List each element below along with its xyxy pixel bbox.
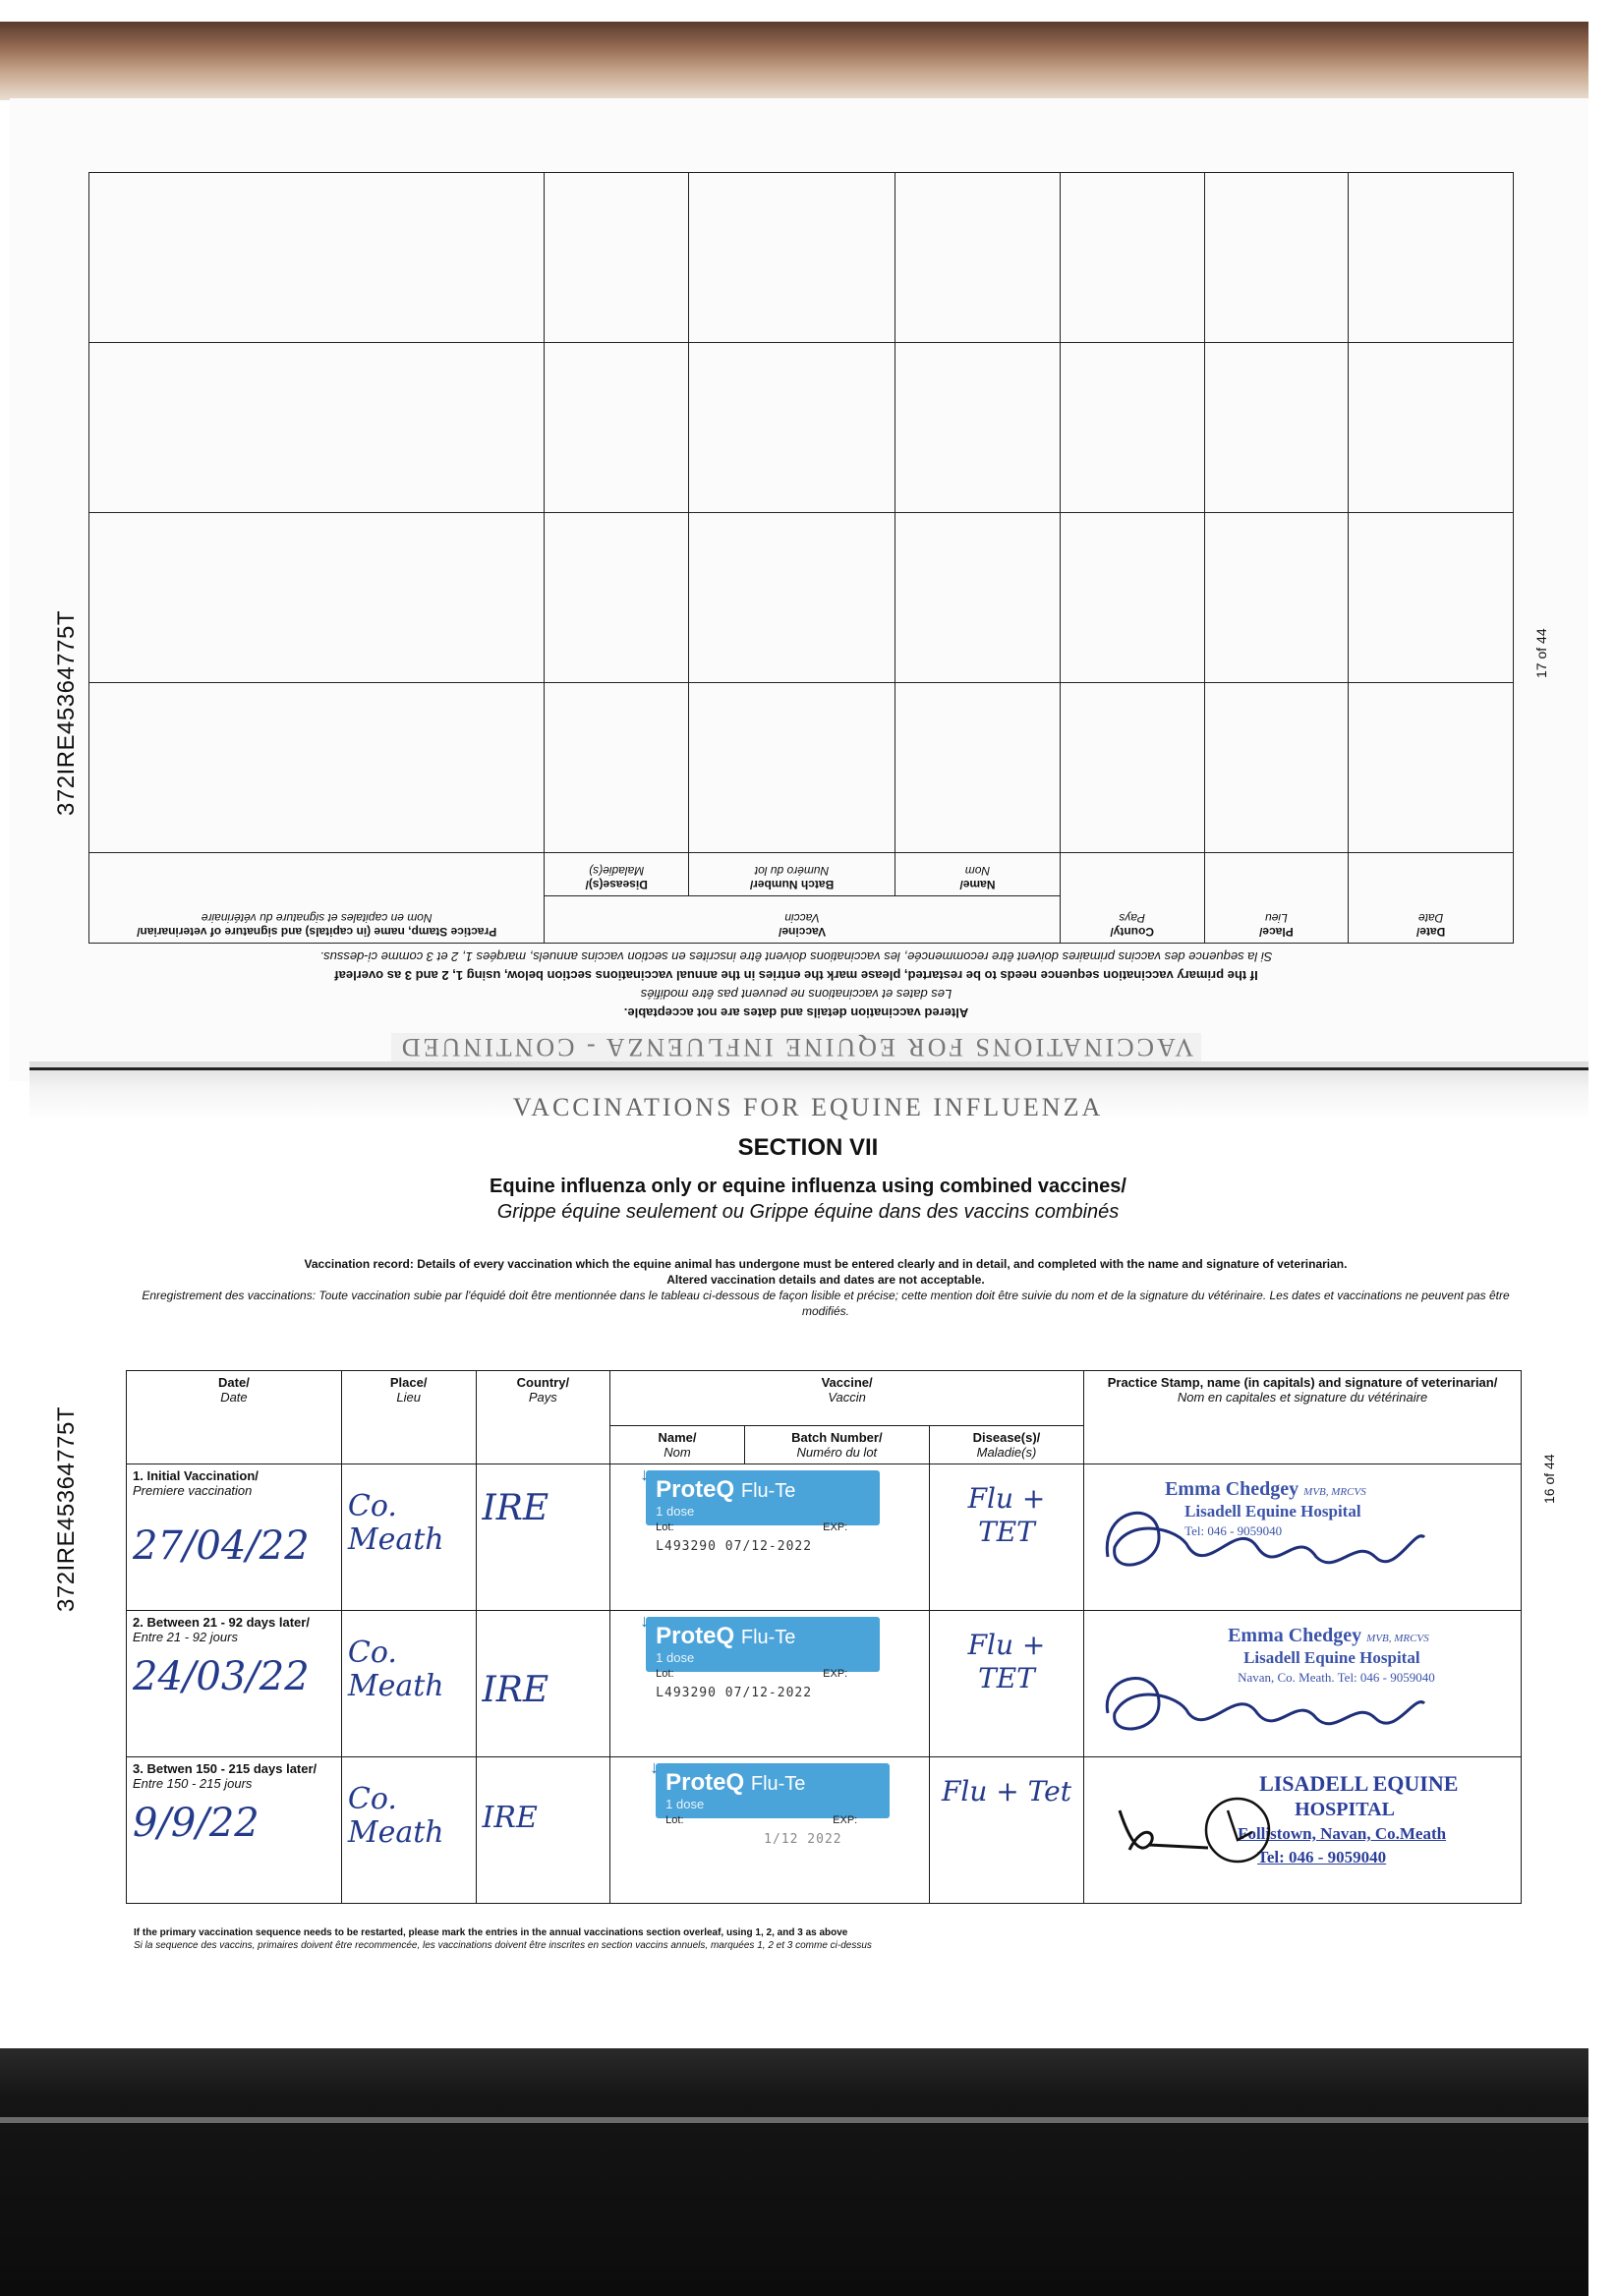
disease-cell [929, 1464, 1083, 1611]
hdr-date: Date/ Date [1349, 853, 1514, 944]
signature [1090, 1615, 1493, 1752]
arrow-down-icon: ↓ [650, 1757, 660, 1777]
hdr-country: Country/ Pays [476, 1371, 610, 1464]
place-cell [341, 1464, 476, 1611]
hdr-vaccine: Vaccine/ Vaccin [610, 1371, 1084, 1426]
vet-stamp: Emma Chedgey MVB, MRCVS Lisadell Equine Hospital Navan, Co. Meath. Tel: 046 - 9059040 [1090, 1615, 1515, 1752]
gutter-line [29, 1067, 1588, 1070]
vaccine-label-cell [610, 1611, 930, 1757]
vaccine-sticker: ↓ ProteQ Flu-Te 1 dose Lot: EXP: 1/12 2022 [656, 1763, 890, 1866]
hdr-disease: Disease(s)/ Maladie(s) [929, 1426, 1083, 1464]
section-subtitle-en: Equine influenza only or equine influenza using combined vaccines/ [490, 1176, 1126, 1197]
hdr-country: County/ Pays [1060, 853, 1204, 944]
handwritten-place: Co. Meath [347, 1489, 444, 1557]
stamp-cell [1084, 1464, 1522, 1611]
hdr-place: Place/ Lieu [1204, 853, 1349, 944]
date-cell: 2. Between 21 - 92 days later/ Entre 21 - 92 jours 24/03/22 [127, 1611, 342, 1757]
country-cell [476, 1611, 610, 1757]
page-number-16: 16 of 44 [1541, 1454, 1557, 1504]
hdr-batch: Batch Number/ Numéro du lot [744, 1426, 929, 1464]
section-subtitle-fr: Grippe équine seulement ou Grippe équine dans des vaccins combinés [496, 1201, 1120, 1223]
signature [1090, 1468, 1493, 1606]
page-16-banner: VACCINATIONS FOR EQUINE INFLUENZA [512, 1093, 1104, 1121]
vaccine-label-cell [610, 1464, 930, 1611]
table-row [127, 1464, 1522, 1611]
hdr-stamp: Practice Stamp, name (in capitals) and signature of veterinarian/ Nom en capitales et signature du vétérinaire [1084, 1371, 1522, 1464]
handwritten-place: Co. Meath [347, 1636, 444, 1703]
section-title: SECTION VII [737, 1134, 879, 1161]
place-cell [341, 1611, 476, 1757]
handwritten-country: IRE [482, 1801, 538, 1835]
page-17-vaccination-table [88, 172, 1514, 944]
passport-id-upper: 372IRE45364775T [53, 610, 80, 816]
vaccine-sticker: ↓ ProteQ Flu-Te 1 dose Lot: EXP: L493290 07/12-2022 [646, 1470, 880, 1573]
handwritten-disease: Flu + TET [967, 1482, 1046, 1548]
vet-stamp: Emma Chedgey MVB, MRCVS Lisadell Equine Hospital Tel: 046 - 9059040 [1090, 1468, 1515, 1606]
page-17-banner: VACCINATIONS FOR EQUINE INFLUENZA - CONTINUED [79, 1032, 1514, 1062]
passport-id-lower: 372IRE45364775T [53, 1406, 80, 1612]
table-row [127, 1611, 1522, 1757]
stamp-cell [1084, 1757, 1522, 1904]
place-cell [341, 1757, 476, 1904]
hdr-name: Name/ Nom [895, 853, 1061, 896]
empty-row [89, 513, 1514, 683]
hdr-disease: Disease(s)/ Maladie(s) [545, 853, 689, 896]
empty-row [89, 343, 1514, 513]
date-cell: 3. Betwen 150 - 215 days later/ Entre 150 - 215 jours 9/9/22 [127, 1757, 342, 1904]
country-cell [476, 1464, 610, 1611]
page-17-content [79, 157, 1514, 1062]
page-17-notes: Altered vaccination details and dates are not acceptable. Les dates et vaccinations ne peuvent pas être modifiés If the primary vaccination sequence needs to be restarted, please mark the entries in the annual vaccinations section below, using 1, 2 and 3 as overleaf Si la sequence des vaccins primaires doivent être recommencée, les vaccinations doivent être inscrites en section vaccins annuels, marqées 1, 2 et 3 comme ci-dessus. [319, 949, 1273, 1020]
vaccination-record-notes: Vaccination record: Details of every vaccination which the equine animal has undergone must be entered clearly and in detail, and completed with the name and signature of veterinarian. Altered vaccination details and dates are not acceptable. Enregistrement des vaccinations: Toute vaccination subie par l'équidé doit être mentionnée dans le tableau ci-dessous de façon lisible et précise; cette mention doit être suivie du nom et de la signature du vétérinaire. Les dates et vaccinations ne peuvent pas être modifiés. [142, 1257, 1510, 1318]
hdr-stamp: Practice Stamp, name (in capitals) and signature of veterinarian/ Nom en capitales et signature du vétérinaire [89, 853, 545, 944]
empty-row [89, 683, 1514, 853]
arrow-down-icon: ↓ [640, 1611, 650, 1631]
handwritten-disease: Flu + Tet [941, 1775, 1071, 1808]
stamp-cell [1084, 1611, 1522, 1757]
country-cell [476, 1757, 610, 1904]
table-row [127, 1757, 1522, 1904]
empty-row [89, 173, 1514, 343]
date-cell: 1. Initial Vaccination/ Premiere vaccination 27/04/22 [127, 1464, 342, 1611]
vaccination-table [126, 1370, 1522, 1904]
footer-note: If the primary vaccination sequence needs to be restarted, please mark the entries in the annual vaccinations section overleaf, using 1, 2, and 3 as above Si la sequence des vaccins, primaires doivent être recommencée, les vaccinations doivent être inscrites en section vaccins annuels, marquées 1, 2 et 3 comme ci-dessus [134, 1927, 872, 1951]
page-number-17: 17 of 44 [1533, 628, 1549, 678]
vaccine-sticker: ↓ ProteQ Flu-Te 1 dose Lot: EXP: L493290 07/12-2022 [646, 1617, 880, 1719]
handwritten-date: 24/03/22 [133, 1654, 310, 1699]
passport-cover-top [0, 22, 1588, 100]
signature [1090, 1761, 1493, 1899]
disease-cell [929, 1611, 1083, 1757]
hdr-name: Name/ Nom [610, 1426, 745, 1464]
handwritten-date: 9/9/22 [133, 1801, 260, 1846]
arrow-down-icon: ↓ [640, 1464, 650, 1484]
handwritten-place: Co. Meath [347, 1782, 444, 1850]
handwritten-disease: Flu + TET [967, 1629, 1046, 1694]
hdr-place: Place/ Lieu [341, 1371, 476, 1464]
handwritten-country: IRE [482, 1488, 549, 1528]
hospital-stamp: LISADELL EQUINE HOSPITAL Follistown, Navan, Co.Meath Tel: 046 - 9059040 [1090, 1761, 1515, 1899]
hdr-batch: Batch Number/ Numéro du lot [689, 853, 895, 896]
vaccine-label-cell [610, 1757, 930, 1904]
hdr-vaccine: Vaccine/ Vaccin [545, 896, 1060, 944]
handwritten-country: IRE [482, 1670, 549, 1710]
handwritten-date: 27/04/22 [133, 1523, 310, 1569]
disease-cell [929, 1757, 1083, 1904]
hdr-date: Date/ Date [127, 1371, 342, 1464]
passport-cover-bottom [0, 2048, 1588, 2296]
